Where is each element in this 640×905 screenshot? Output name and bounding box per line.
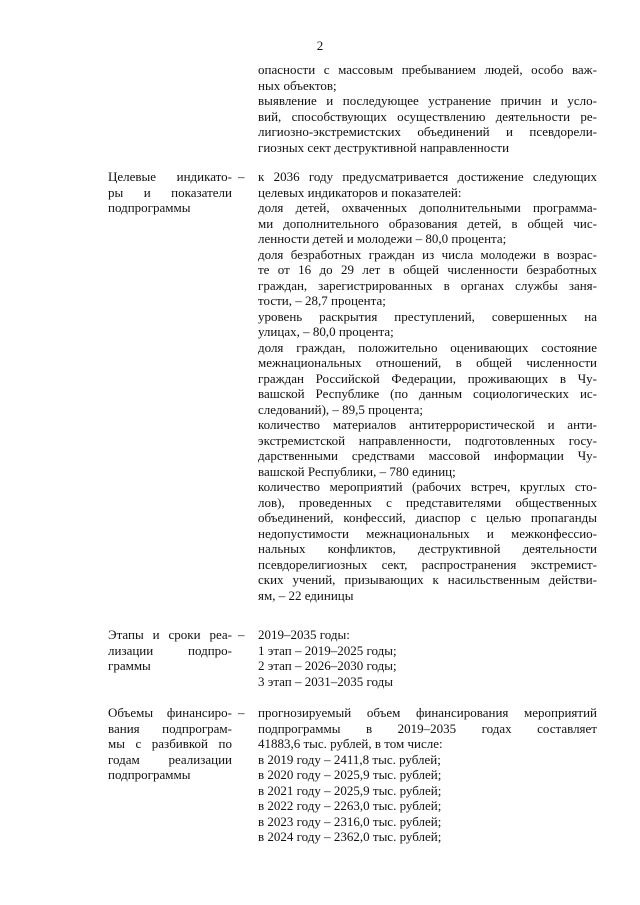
text-line: недопустимости межнациональных и межконфессио- — [258, 525, 597, 541]
text-line: экстремистской направленности, подготовленных госу- — [258, 432, 597, 448]
text-line: доля безработных граждан из числа молодежи в возрас- — [258, 246, 597, 262]
text-line: 2 этап – 2026–2030 годы; — [258, 658, 397, 673]
text-line: гиозных сект деструктивной направленности — [258, 139, 510, 155]
label-line: годам реализации — [108, 751, 232, 767]
text-line: ми дополнительного образования детей, в общей чис- — [258, 215, 597, 231]
section-content — [258, 705, 597, 845]
label-line: подпрограммы — [108, 200, 191, 215]
text-line: выявление и последующее устранение причин и усло- — [258, 93, 597, 108]
text-line: следований), – 89,5 процента; — [258, 401, 424, 417]
label-line: ры и показатели — [108, 184, 232, 200]
text-line: доля детей, охваченных дополнительными программа- — [258, 200, 597, 215]
text-line: межнациональных отношений, в общей численности — [258, 355, 597, 370]
section-label — [108, 627, 232, 674]
label-line: лизации подпро- — [108, 642, 232, 658]
text-line: количество материалов антитеррористической и анти- — [258, 417, 597, 432]
text-line: в 2019 году – 2411,8 тыс. рублей; — [258, 751, 441, 767]
text-line: лов), проведенных с представителями общественных — [258, 494, 597, 510]
text-line: ных объектов; — [258, 77, 337, 93]
text-line: к 2036 году предусматривается достижение следующих — [258, 169, 597, 184]
text-line: целевых индикаторов и показателей: — [258, 184, 462, 200]
text-line: вий, способствующих осуществлению деятельности ре- — [258, 108, 597, 124]
dash-separator: – — [238, 627, 245, 642]
text-line: уровень раскрытия преступлений, совершенных на — [258, 308, 597, 324]
text-line: ям, – 22 единицы — [258, 587, 354, 603]
text-line: подпрограммы в 2019–2035 годах составляет — [258, 720, 597, 736]
text-line: 3 этап – 2031–2035 годы — [258, 673, 393, 689]
text-line: 41883,6 тыс. рублей, в том числе: — [258, 736, 443, 751]
section-content — [258, 169, 597, 603]
text-line: ленности детей и молодежи – 80,0 процента; — [258, 231, 507, 246]
text-line: лигиозно-экстремистских объединений и псевдорели- — [258, 124, 597, 139]
text-line: в 2023 году – 2316,0 тыс. рублей; — [258, 813, 442, 829]
text-line: вашской Республике (по данным социологических ис- — [258, 386, 597, 401]
text-line: улицах, – 80,0 процента; — [258, 324, 394, 339]
text-line: псевдорелигиозных сект, распространения экстремист- — [258, 556, 597, 572]
text-line: в 2022 году – 2263,0 тыс. рублей; — [258, 798, 442, 813]
text-line: количество мероприятий (рабочих встреч, круглых сто- — [258, 479, 597, 494]
dash-separator: – — [238, 169, 245, 184]
page-number: 2 — [316, 38, 324, 53]
label-line: вания подпрограм- — [108, 720, 232, 736]
text-line: в 2024 году – 2362,0 тыс. рублей; — [258, 829, 442, 844]
text-line: ских учений, призывающих к насильственным действи- — [258, 572, 597, 587]
text-line: прогнозируемый объем финансирования мероприятий — [258, 705, 597, 720]
text-line: вашской Республики, – 780 единиц; — [258, 463, 456, 479]
text-line: граждан, зарегистрированных в органах службы заня- — [258, 277, 597, 293]
text-line: нальных конфликтов, деструктивной деятельности — [258, 541, 597, 556]
text-line: те от 16 до 29 лет в общей численности безработных — [258, 262, 597, 277]
text-line: граждан Российской Федерации, проживающих в Чу- — [258, 370, 597, 386]
continuation-text — [258, 62, 597, 155]
label-line: граммы — [108, 658, 151, 673]
text-line: в 2021 году – 2025,9 тыс. рублей; — [258, 782, 442, 798]
label-line: Этапы и сроки реа- — [108, 627, 232, 642]
section-content — [258, 627, 597, 689]
text-line: в 2020 году – 2025,9 тыс. рублей; — [258, 767, 442, 782]
label-line: Целевые индикато- — [108, 169, 232, 184]
text-line: объединений, конфессий, диаспор с целью пропаганды — [258, 510, 597, 525]
section-label — [108, 705, 232, 783]
text-line: дарственными средствами массовой информации Чу- — [258, 448, 597, 463]
text-line: опасности с массовым пребыванием людей, особо важ- — [258, 62, 597, 77]
section-label — [108, 169, 232, 216]
label-line: Объемы финансиро- — [108, 705, 232, 720]
text-line: 2019–2035 годы: — [258, 627, 350, 642]
label-line: мы с разбивкой по — [108, 736, 232, 751]
label-line: подпрограммы — [108, 767, 191, 782]
text-line: 1 этап – 2019–2025 годы; — [258, 642, 397, 658]
dash-separator: – — [238, 705, 245, 720]
text-line: тости, – 28,7 процента; — [258, 293, 386, 308]
text-line: доля граждан, положительно оценивающих состояние — [258, 339, 597, 355]
